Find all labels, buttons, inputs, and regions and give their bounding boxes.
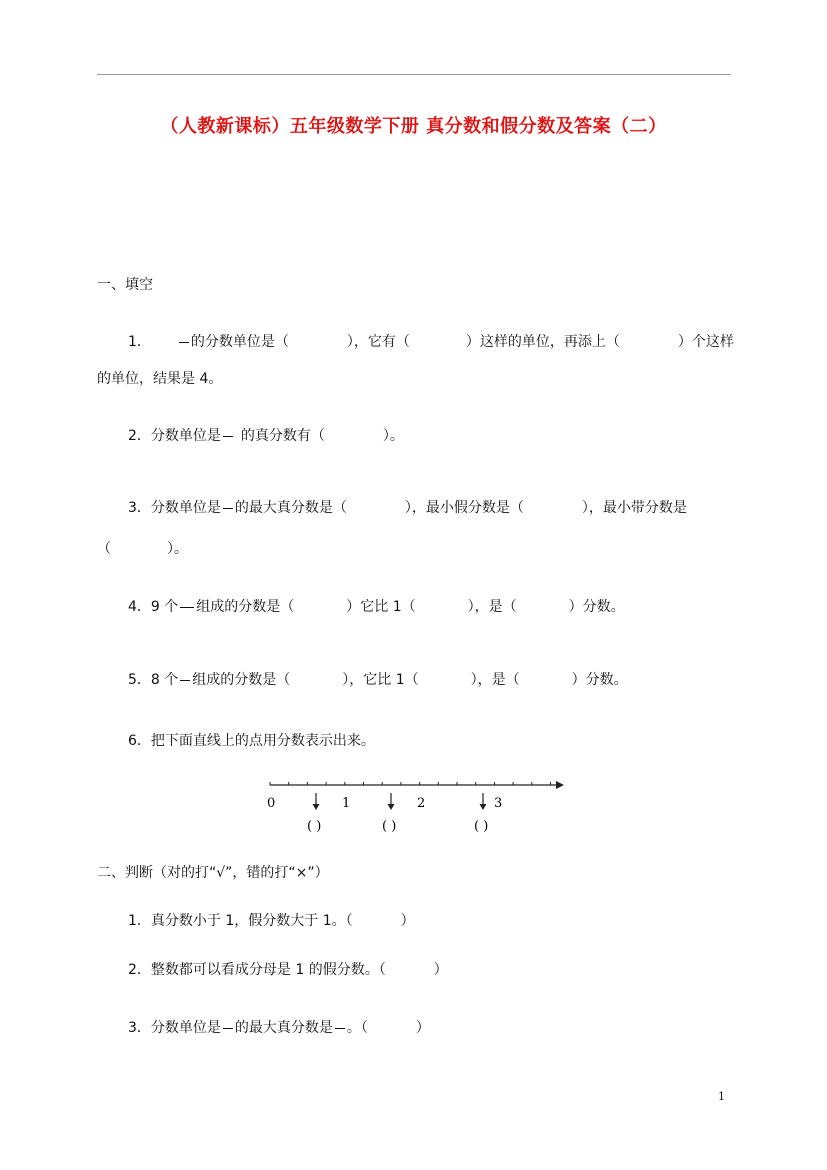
judge-question-3 [128,1019,430,1037]
number-line-figure [260,776,570,838]
question-5 [128,671,628,689]
question-4-text-c: ）它比 1（ [346,599,416,615]
question-3-text-d: ），最小带分数是 [581,500,687,516]
question-1-text-c: ）这样的单位，再添上（ [465,334,620,350]
question-3-text-b: 的最大真分数是（ [234,500,347,516]
section-1-heading: 一、填空 [97,277,153,293]
number-line-label-2: 2 [417,796,426,811]
question-4-text-d: ），是（ [467,599,517,615]
pointer-arrow [388,793,395,810]
question-5-text-d: ），是（ [470,672,520,688]
judge-question-2-text-a: 2．整数都可以看成分母是 1 的假分数。（ [128,962,386,978]
judge-question-2 [128,961,448,979]
number-line-label-3: 3 [494,796,503,811]
question-5-text-a: 5．8 个 [128,672,179,688]
fraction-placeholder [223,436,233,437]
question-4-text-a: 4．9 个 [128,599,179,615]
judge-question-2-text-b: ） [433,962,448,978]
number-line-arrowhead [556,781,564,789]
question-6: 6．把下面直线上的点用分数表示出来。 [128,733,375,749]
fraction-placeholder [180,607,194,608]
question-2 [128,427,404,445]
header-rule [97,74,731,75]
question-1-line-1 [128,333,734,351]
question-4-text-b: 组成的分数是（ [196,599,295,615]
judge-question-3-text-b: 的最大真分数是 [234,1020,333,1036]
number-line-label-0: 0 [267,796,276,811]
question-2-text-c: ）。 [382,428,404,444]
question-5-text-b: 组成的分数是（ [192,672,291,688]
answer-blank: ( ) [307,819,322,834]
question-1-text-b: ），它有（ [346,334,410,350]
fraction-placeholder [223,508,233,509]
answer-blank: ( ) [382,819,397,834]
fraction-placeholder [335,1028,345,1029]
question-1-number: 1． [128,334,151,350]
judge-question-3-text-c: 。（ [346,1020,368,1036]
judge-question-1-text-b: ） [400,913,415,929]
number-line-label-1: 1 [342,796,351,811]
question-3-line-2 [97,540,188,558]
fraction-placeholder [180,680,190,681]
question-3-text-a: 3．分数单位是 [128,500,221,516]
question-1-line-2: 的单位，结果是 4。 [97,371,223,387]
question-5-text-e: ）分数。 [571,672,628,688]
pointer-arrow [313,793,320,810]
fraction-placeholder [223,1028,233,1029]
question-1-text-d: ）个这样 [677,334,734,350]
question-2-text-b: 的真分数有（ [240,428,325,444]
judge-question-3-text-a: 3．分数单位是 [128,1020,221,1036]
question-3-line-1 [128,499,687,517]
section-2-heading: 二、判断（对的打“√”，错的打“×”） [97,865,329,881]
fraction-placeholder [179,342,189,343]
question-3-text-e: （ [97,541,111,557]
question-2-text-a: 2．分数单位是 [128,428,221,444]
question-1-text-a: 的分数单位是（ [190,334,289,350]
judge-question-1-text-a: 1．真分数小于 1，假分数大于 1。（ [128,913,353,929]
page-title: （人教新课标）五年级数学下册 真分数和假分数及答案（二） [160,116,667,137]
question-4 [128,598,625,616]
answer-blank: ( ) [474,819,489,834]
question-3-text-c: ），最小假分数是（ [404,500,524,516]
judge-question-1 [128,912,415,930]
question-5-text-c: ），它比 1（ [342,672,419,688]
judge-question-3-text-d: ） [415,1020,430,1036]
page-number: 1 [718,1090,725,1103]
question-3-text-f: ）。 [167,541,188,557]
pointer-arrow [480,793,487,810]
question-4-text-e: ）分数。 [568,599,625,615]
